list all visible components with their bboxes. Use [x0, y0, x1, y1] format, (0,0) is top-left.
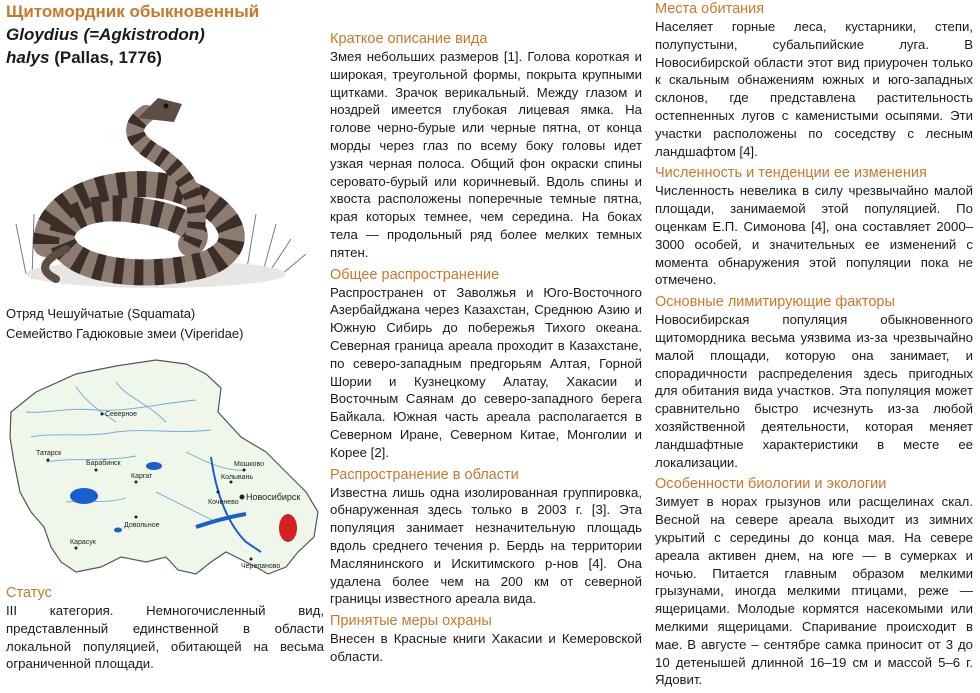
- map-label-barabinsk: Барабинск: [86, 460, 121, 467]
- map-label-dovolnoe: Довольное: [124, 522, 160, 529]
- factors-section: [655, 293, 973, 471]
- status-text: III категория. Немногочисленный вид, представленный единственной в области локальной популяцией, обитающей на весьма ограниченной площади.: [6, 603, 324, 672]
- protection-text: Внесен в Красные книги Хакасии и Кемеровской области.: [330, 631, 642, 664]
- distribution-text: Распространен от Заволжья и Юго-Восточного Азербайджана через Казахстан, Среднюю Азию и Южную Сибирь до побережья Тихого океана. Северная граница ареала проходит в Казахстане, по северо-западным предгорьям Алтая, Горной Шории и Кузнецкому Алатау, Хакасии и Восточным Саянам до северо-западного берега Байкала. Южная часть ареала располагается в Северном Иране, Северном Китае, Монголии и Корее [2].: [330, 284, 642, 460]
- distribution-heading: Общее распространение: [330, 266, 500, 283]
- biology-heading: Особенности биологии и экологии: [655, 476, 887, 493]
- population-text: Численность невелика в силу чрезвычайно малой площади, занимаемой этой популяцией. По оценкам Е.П. Симонова [4], она составляет 2000–3000 особей, и значительных ее изменений с момента обнаружения этой популяции пока не отмечено.: [655, 183, 973, 288]
- left-column: [6, 0, 324, 672]
- protection-section: [330, 612, 642, 666]
- population-heading: Численность и тенденции ее изменения: [655, 165, 927, 182]
- lake-small: [114, 528, 122, 533]
- map-label-kargat: Каргат: [131, 473, 153, 480]
- map-label-moshkovo: Мошково: [234, 461, 264, 468]
- family-label: Семейство Гадюковые змеи (Viperidae): [6, 326, 244, 341]
- factors-heading: Основные лимитирующие факторы: [655, 294, 895, 311]
- latin-species: halys: [6, 48, 50, 67]
- latin-synonym: (=Agkistrodon): [83, 25, 205, 44]
- middle-column: [330, 30, 642, 670]
- regional-heading: Распространение в области: [330, 466, 519, 483]
- population-section: [655, 164, 973, 289]
- biology-text: Зимует в норах грызунов или расщелинах скал. Весной на севере ареала выходит из зимних укрытий с середины до конца мая. На севере ареала активен днем, на юге — в сумерках и ночью. Питается главным образом мелкими грызунами, иногда мелкими птицами, реже — ящерицами. Молодые кормятся насекомыми или мелкими ящерицами. Спаривание происходит в мае. В августе – сентябре самка приносит от 3 до 10 детенышей длинной 16–19 см и массой 5–6 г. Ядовит.: [655, 494, 973, 688]
- region-map: [6, 352, 324, 582]
- protection-heading: Принятые меры охраны: [330, 613, 492, 630]
- factors-text: Новосибирская популяция обыкновенного щитомордника весьма уязвима из-за чрезвычайно малой площади, которую она занимает, и спорадичности распределения здесь пригодных для обитания вида участков. Эта популяция может сравнительно быстро исчезнуть из-за любой хозяйственной деятельности, которая меняет ландшафтные характеристики в месте ее локализации.: [655, 312, 973, 470]
- map-label-novosibirsk: Новосибирск: [246, 492, 301, 502]
- regional-section: [330, 466, 642, 609]
- habitat-section: [655, 0, 973, 160]
- latin-name-line-2: [6, 46, 324, 69]
- lake-ubinskoye: [146, 462, 162, 470]
- order-label: Отряд Чешуйчатые (Squamata): [6, 306, 196, 321]
- snake-illustration: [6, 74, 324, 296]
- map-label-kolyvan: Колывань: [221, 474, 253, 481]
- latin-author: (Pallas, 1776): [54, 48, 162, 67]
- map-label-tatarsk: Татарск: [36, 450, 62, 457]
- description-text: Змея небольших размеров [1]. Голова короткая и широкая, треугольной формы, покрыта крупными щитками. Зрачок верикальный. Между глазом и ноздрей имеется глубокая лицевая ямка. На голове черно-бурые или черные пятна, от конца морды через глаз по всему боку головы идет узкая черная полоса. Общий фон окраски спины серовато-бурый или коричневый. Вдоль спины и хвоста расположены поперечные темные пятна, края которых темнее, чем середина. На боках тела — продольный ряд более мелких темных пятен.: [330, 49, 642, 260]
- description-section: [330, 30, 642, 262]
- regional-text: Известна лишь одна изолированная группировка, обнаруженная здесь только в 2003 г. [3]. Эта популяция занимает незначительную площадь вдоль среднего течения р. Бердь на территории Маслянинского и Искитимского р-нов [4]. Она удалена более чем на 200 км от северной границы известного ареала вида.: [330, 484, 642, 607]
- biology-section: [655, 475, 973, 689]
- distribution-section: [330, 266, 642, 462]
- description-heading: Краткое описание вида: [330, 31, 488, 47]
- map-label-kochenevo: Коченево: [208, 499, 239, 506]
- right-column: [655, 0, 973, 693]
- habitat-text: Населяет горные леса, кустарники, степи, полупустыни, субальпийские луга. В Новосибирской области этот вид приурочен только к скальным обнажениям южных и юго-западных склонов, где представлена растительность остепненных лугов с каменистыми осыпями. Эти участки расположены по соседству с лесным ландшафтом [4].: [655, 19, 973, 159]
- latin-genus: Gloydius: [6, 25, 79, 44]
- habitat-heading: Места обитания: [655, 1, 765, 17]
- latin-name-line-1: [6, 23, 324, 46]
- species-title: Щитомордник обыкновенный: [6, 2, 260, 21]
- species-range: [279, 514, 297, 542]
- status-heading: Статус: [6, 585, 52, 601]
- map-label-cherepanovo: Черепаново: [241, 563, 281, 570]
- map-label-karasuk: Карасук: [70, 539, 96, 546]
- status-section: [6, 584, 324, 673]
- map-label-severnoe: Северное: [105, 411, 138, 418]
- lake-chany: [70, 488, 98, 504]
